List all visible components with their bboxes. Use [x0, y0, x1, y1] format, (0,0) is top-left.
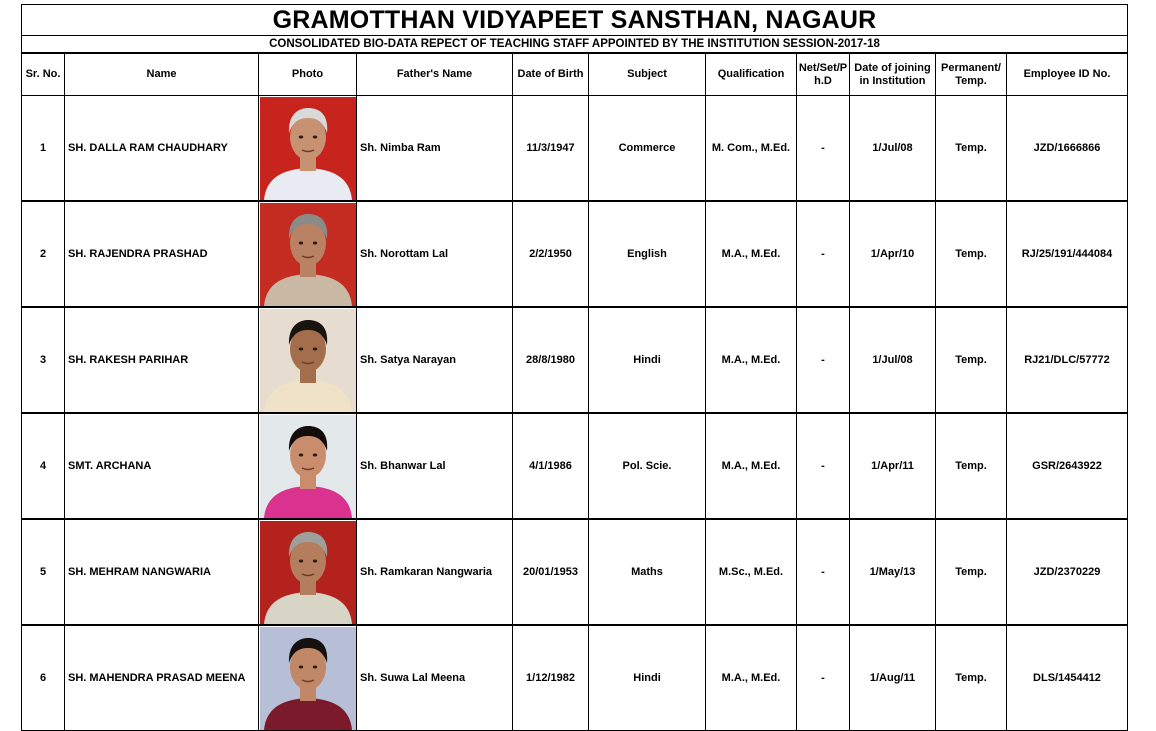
col-header-photo: Photo [259, 54, 357, 96]
cell-dob: 20/01/1953 [513, 519, 589, 625]
cell-photo [259, 201, 357, 307]
cell-doj: 1/Jul/08 [850, 307, 936, 413]
young-man-portrait-icon [260, 309, 356, 412]
cell-subject: Pol. Scie. [589, 413, 706, 519]
cell-doj: 1/Jul/08 [850, 96, 936, 202]
table-row [22, 307, 1128, 413]
cell-father: Sh. Satya Narayan [357, 307, 513, 413]
cell-qualification: M.A., M.Ed. [706, 625, 797, 731]
cell-name: SH. DALLA RAM CHAUDHARY [65, 96, 259, 202]
cell-father: Sh. Nimba Ram [357, 96, 513, 202]
cell-doj: 1/May/13 [850, 519, 936, 625]
cell-photo [259, 625, 357, 731]
table-row [22, 519, 1128, 625]
cell-qualification: M.A., M.Ed. [706, 413, 797, 519]
cell-sr: 3 [22, 307, 65, 413]
cell-dob: 2/2/1950 [513, 201, 589, 307]
col-header-employee-id: Employee ID No. [1007, 54, 1128, 96]
col-header-doj [850, 54, 936, 96]
woman-portrait-icon [260, 415, 356, 518]
cell-status: Temp. [936, 413, 1007, 519]
table-row [22, 625, 1128, 731]
col-header-father: Father's Name [357, 54, 513, 96]
cell-net: - [797, 413, 850, 519]
cell-doj: 1/Apr/10 [850, 201, 936, 307]
cell-dob: 4/1/1986 [513, 413, 589, 519]
page-subtitle: CONSOLIDATED BIO-DATA REPECT OF TEACHING STAFF APPOINTED BY THE INSTITUTION SESSION-2017-18 [21, 36, 1128, 53]
elderly-man-portrait-icon [260, 97, 356, 200]
cell-name: SMT. ARCHANA [65, 413, 259, 519]
cell-status: Temp. [936, 307, 1007, 413]
col-header-doj-line1: Date of joining [854, 61, 931, 74]
cell-employee-id: JZD/2370229 [1007, 519, 1128, 625]
cell-qualification: M.Sc., M.Ed. [706, 519, 797, 625]
cell-sr: 2 [22, 201, 65, 307]
col-header-name: Name [65, 54, 259, 96]
cell-employee-id: JZD/1666866 [1007, 96, 1128, 202]
cell-status: Temp. [936, 201, 1007, 307]
cell-photo [259, 519, 357, 625]
cell-employee-id: RJ21/DLC/57772 [1007, 307, 1128, 413]
cell-doj: 1/Aug/11 [850, 625, 936, 731]
cell-net: - [797, 519, 850, 625]
cell-photo [259, 96, 357, 202]
cell-name: SH. MEHRAM NANGWARIA [65, 519, 259, 625]
biodata-sheet [21, 4, 1128, 731]
cell-net: - [797, 625, 850, 731]
cell-qualification: M.A., M.Ed. [706, 201, 797, 307]
cell-photo [259, 413, 357, 519]
table-header-row [22, 54, 1128, 96]
col-header-status-line2: Temp. [955, 74, 987, 87]
cell-employee-id: RJ/25/191/444084 [1007, 201, 1128, 307]
cell-sr: 6 [22, 625, 65, 731]
cell-net: - [797, 307, 850, 413]
cell-qualification: M. Com., M.Ed. [706, 96, 797, 202]
col-header-net-line2: h.D [814, 74, 832, 87]
col-header-doj-line2: in Institution [859, 74, 926, 87]
cell-subject: Commerce [589, 96, 706, 202]
cell-subject: Hindi [589, 307, 706, 413]
page-title: GRAMOTTHAN VIDYAPEET SANSTHAN, NAGAUR [21, 4, 1128, 36]
cell-doj: 1/Apr/11 [850, 413, 936, 519]
cell-net: - [797, 201, 850, 307]
cell-status: Temp. [936, 519, 1007, 625]
col-header-sr: Sr. No. [22, 54, 65, 96]
col-header-dob: Date of Birth [513, 54, 589, 96]
cell-status: Temp. [936, 625, 1007, 731]
cell-subject: Maths [589, 519, 706, 625]
older-man-portrait-icon [260, 203, 356, 306]
cell-father: Sh. Suwa Lal Meena [357, 625, 513, 731]
cell-father: Sh. Norottam Lal [357, 201, 513, 307]
table-row [22, 201, 1128, 307]
cell-photo [259, 307, 357, 413]
cell-subject: English [589, 201, 706, 307]
col-header-status-line1: Permanent/ [941, 61, 1001, 74]
col-header-net-line1: Net/Set/P [798, 61, 848, 74]
table-row [22, 96, 1128, 202]
cell-dob: 11/3/1947 [513, 96, 589, 202]
col-header-subject: Subject [589, 54, 706, 96]
cell-name: SH. RAKESH PARIHAR [65, 307, 259, 413]
cell-employee-id: GSR/2643922 [1007, 413, 1128, 519]
cell-status: Temp. [936, 96, 1007, 202]
col-header-net [797, 54, 850, 96]
cell-subject: Hindi [589, 625, 706, 731]
cell-name: SH. RAJENDRA PRASHAD [65, 201, 259, 307]
cell-father: Sh. Ramkaran Nangwaria [357, 519, 513, 625]
cell-employee-id: DLS/1454412 [1007, 625, 1128, 731]
staff-table [21, 53, 1128, 731]
cell-father: Sh. Bhanwar Lal [357, 413, 513, 519]
cell-net: - [797, 96, 850, 202]
table-row [22, 413, 1128, 519]
cell-dob: 1/12/1982 [513, 625, 589, 731]
older-man-portrait-icon [260, 521, 356, 624]
cell-qualification: M.A., M.Ed. [706, 307, 797, 413]
cell-sr: 1 [22, 96, 65, 202]
young-man-portrait-icon [260, 627, 356, 730]
col-header-status [936, 54, 1007, 96]
col-header-qualification: Qualification [706, 54, 797, 96]
cell-sr: 5 [22, 519, 65, 625]
cell-dob: 28/8/1980 [513, 307, 589, 413]
cell-sr: 4 [22, 413, 65, 519]
cell-name: SH. MAHENDRA PRASAD MEENA [65, 625, 259, 731]
